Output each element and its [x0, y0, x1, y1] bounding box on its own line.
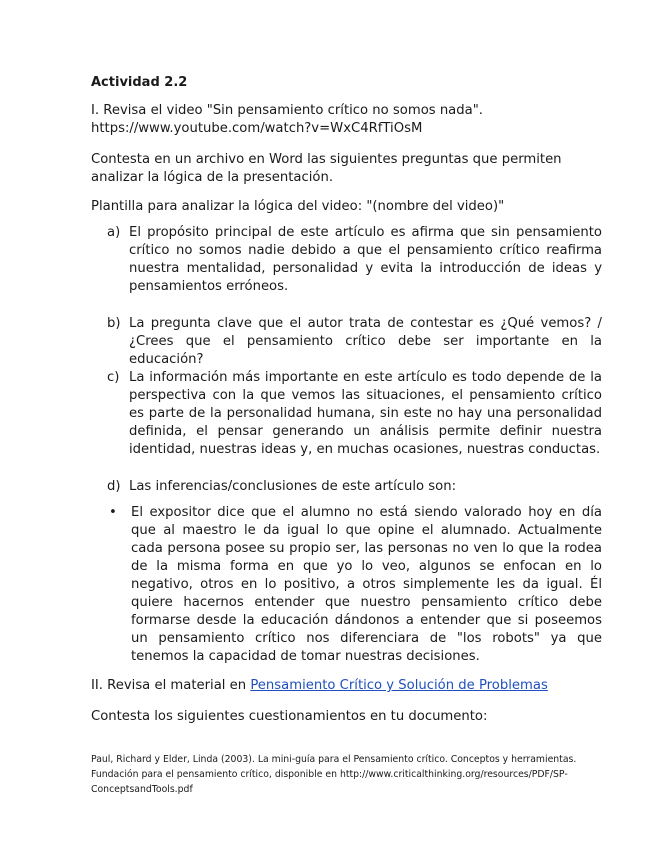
item-text: La pregunta clave que el autor trata de contestar es ¿Qué vemos? / ¿Crees que el pensamiento crítico debe ser importante en la educación? [129, 316, 602, 367]
item-marker: c) [107, 370, 120, 385]
bullet-text: El expositor dice que el alumno no está siendo valorado hoy en día que al maestro le da igual lo que opine el alumnado. Actualmente cada persona posee su propio ser, las personas no ven lo que la rodea de la misma forma en que yo lo veo, algunos se enfocan en lo negativo, otros en lo positivo, a otros simplemente les da igual. Él quiere hacernos entender que nuestro pensamiento crítico debe formarse desde la educación dándonos a entender que si poseemos un pensamiento crítico nos diferenciara de "los robots" ya que tenemos la capacidad de tomar nuestras decisiones. [131, 505, 602, 664]
video-instruction [91, 102, 611, 138]
section-two-text: II. Revisa el material en [91, 678, 251, 693]
bullet-icon: • [109, 505, 117, 520]
video-url: https://www.youtube.com/watch?v=WxC4RfTiOsM [91, 121, 423, 136]
material-link[interactable]: Pensamiento Crítico y Solución de Problemas [250, 678, 548, 693]
conclusion-bullet [107, 504, 602, 666]
answer-d [107, 478, 602, 496]
word-instruction: Contesta en un archivo en Word las siguientes preguntas que permiten analizar la lógica de la presentación. [91, 152, 562, 185]
item-text: El propósito principal de este artículo es afirma que sin pensamiento crítico no somos nadie debido a que el pensamiento crítico reafirma nuestra mentalidad, personalidad y evita la introducción de ideas y pensamientos erróneos. [129, 225, 602, 294]
item-marker: d) [107, 479, 121, 494]
questions-instruction: Contesta los siguientes cuestionamientos en tu documento: [91, 709, 488, 724]
answer-b [107, 315, 602, 369]
video-instruction-text: I. Revisa el video "Sin pensamiento crítico no somos nada". [91, 103, 483, 118]
item-marker: a) [107, 225, 121, 240]
answer-c [107, 369, 602, 459]
footnote: Paul, Richard y Elder, Linda (2003). La mini-guía para el Pensamiento crítico. Conceptos y herramientas. Fundación para el pensamiento crítico, disponible en http://www.criticalthinking.org/resources/PDF/SP-ConceptsandTools.pdf [91, 754, 577, 795]
activity-title: Actividad 2.2 [91, 75, 188, 90]
section-two [91, 677, 611, 695]
item-marker: b) [107, 316, 121, 331]
item-text: La información más importante en este artículo es todo depende de la perspectiva con la que vemos las situaciones, el pensamiento crítico es parte de la personalidad humana, sin este no hay una personalidad definida, el pensar generando un análisis permite definir nuestra identidad, nuestras ideas y, en muchas ocasiones, nuestras conductas. [129, 370, 602, 457]
template-heading: Plantilla para analizar la lógica del video: "(nombre del video)" [91, 199, 505, 214]
answer-a [107, 224, 602, 296]
item-text: Las inferencias/conclusiones de este artículo son: [129, 479, 457, 494]
